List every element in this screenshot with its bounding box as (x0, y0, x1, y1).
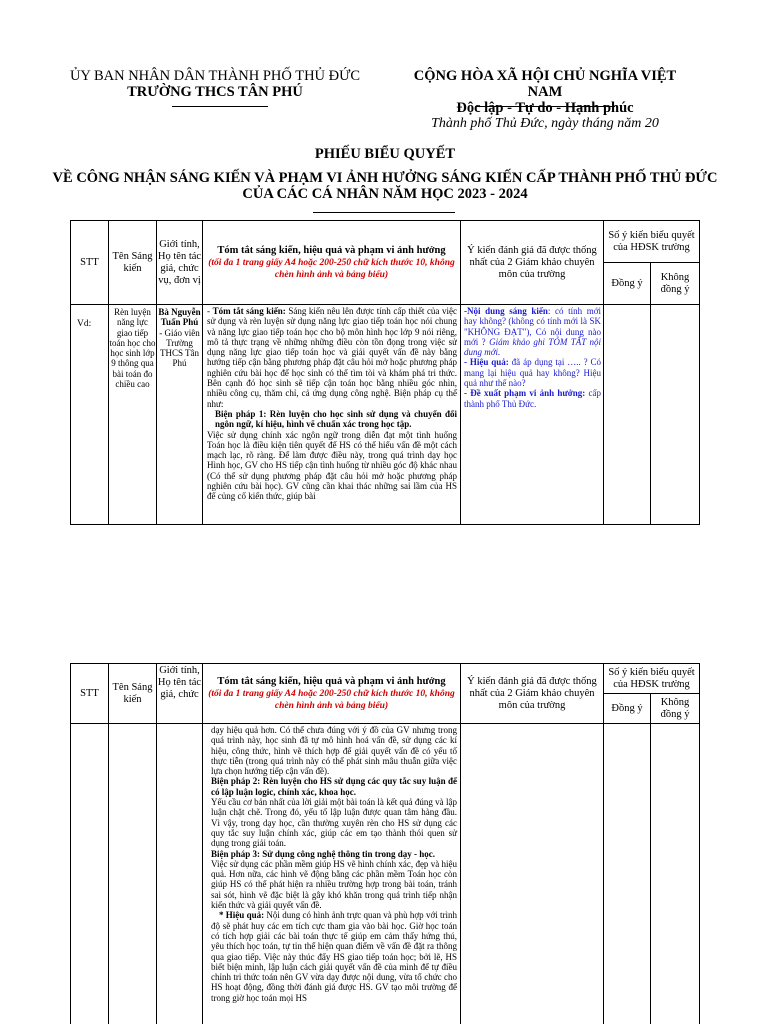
measure-2-title: Biện pháp 2: Rèn luyện cho HS sử dụng các quy tắc suy luận để có lập luận logic, chính xác, khoa học. (211, 776, 457, 797)
eval-content-text: : có tính mới hay không? (không có tính mới là SK "KHÔNG ĐẠT"), Có nội dung nào mới ? (464, 306, 601, 347)
place-date: Thành phố Thủ Đức, ngày tháng năm 20 (431, 116, 659, 131)
eval-scope (464, 388, 601, 409)
row-initiative-name (109, 724, 157, 1024)
header-agree: Đồng ý (604, 694, 651, 724)
header-disagree: Không đồng ý (651, 263, 700, 305)
national-motto: Độc lập - Tự do - Hạnh phúc (456, 100, 634, 116)
row-stt: Vd: (71, 305, 109, 525)
header-author-text: Giới tính, Họ tên tác giả, chức (157, 664, 202, 700)
national-title: CỘNG HÒA XÃ HỘI CHỦ NGHĨA VIỆT NAM (413, 68, 677, 100)
row-initiative-name: Rèn luyện năng lực giao tiếp toán học cho học sinh lớp 9 thông qua bài toán đo chiều cao (109, 305, 157, 525)
summary-text: Sáng kiến nêu lên được tính cấp thiết của việc sử dụng và rèn luyện sử dụng năng lực giao tiếp toán học nói chung và năng lực giao tiếp toán học cho bộ môn hình học lớp 9 nói riêng, mô tả thực trạng về những những điều còn tồn đọng trong việc sử dụng năng lực giao tiếp toán học và giải quyết vấn đề này bằng hướng tiếp cận bằng phương pháp đặt câu hỏi mở hoặc phương pháp nghiên cứu bài học để học sinh có thể tìm tòi và khám phá tri thức. Bên cạnh đó học sinh sẽ tiếp cận toán học bằng nhiều góc nhìn, nhiều công cụ, thăm chỉ, cả ứng dụng công nghệ. Biện pháp cụ thể như: (207, 306, 457, 409)
title-line-3: CỦA CÁC CÁ NHÂN NĂM HỌC 2023 - 2024 (242, 186, 528, 202)
continued-text: dạy hiệu quả hơn. Có thể chưa đúng với ý đồ của GV nhưng trong quá trình này, học sinh đã tự mô hình hoá vấn đề, sử dụng các kí hiệu, công thức, hình vẽ thích hợp để giải quyết vấn đề có yếu tố thực tiễn (trong quá trình này có thể phát sinh mâu thuẫn giữa việc lựa chọn hướng tiếp cận vấn đề). (211, 725, 457, 777)
measure-3-title: Biện pháp 3: Sử dụng công nghệ thông tin trong dạy - học. (211, 848, 436, 859)
eval-content (464, 306, 601, 357)
header-votes: Số ý kiến biểu quyết của HĐSK trường (604, 221, 700, 263)
eval-content-italic: Giám khảo ghi TÓM TẮT nội dung mới. (464, 336, 602, 358)
row-author (157, 305, 203, 525)
eval-effect-label: - Hiệu quả: (464, 357, 509, 368)
title-line-1: PHIẾU BIỂU QUYẾT (314, 146, 456, 162)
vote-table-page-1 (70, 220, 700, 525)
table-row (71, 305, 700, 525)
summary-paragraph: - Tóm tắt sáng kiến: Sáng kiến nêu lên được tính cấp thiết của việc sử dụng và rèn luyện sử dụng năng lực giao tiếp toán học nói chung và năng lực giao tiếp toán học cho bộ môn hình học lớp 9 nói riêng, mô tả thực trạng về những những điều còn tồn đọng trong việc sử dụng năng lực giao tiếp toán học và giải quyết vấn đề này bằng hướng tiếp cận bằng phương pháp đặt câu hỏi mở hoặc phương pháp nghiên cứu bài học để học sinh có thể tìm tòi và khám phá tri thức. Bên cạnh đó học sinh sẽ tiếp cận toán học bằng nhiều góc nhìn, nhiều công cụ, thăm chỉ, cả ứng dụng công nghệ. Biện pháp cụ thể như: (207, 306, 457, 409)
eval-content-label: -Nội dung sáng kiến (464, 306, 548, 316)
header-stt: STT (71, 664, 109, 724)
header-summary (203, 664, 461, 724)
row-evaluation (461, 724, 604, 1024)
measure-1-text: Việc sử dụng chính xác ngôn ngữ trong diễn đạt một tình huống Toán học là điều kiện tiên quyết để HS có thể hiểu vấn đề một cách mạch lạc, rõ ràng. Để làm được điều này, trong quá trình dạy học Hình học, GV cho HS tiếp cận tình huống từ nhiều góc độ khác nhau (Có thể sử dụng phương pháp đặt câu hỏi mở hoặc phương pháp nghiên cứu bài học). GV cũng cần khai thác những sai lầm của HS để củng cố kiến thức, giúp bài (207, 429, 457, 502)
eval-effect (464, 357, 601, 388)
row-disagree-cell (651, 724, 700, 1024)
header-author (157, 664, 203, 724)
author-name: Bà Nguyễn Tuấn Phú (158, 307, 201, 328)
header-evaluation: Ý kiến đánh giá đã được thống nhất của 2 Giám khảo chuyên môn của trường (461, 664, 604, 724)
table-header-row-2 (71, 664, 700, 694)
vote-table-page-2 (70, 663, 700, 1024)
header-initiative-name: Tên Sáng kiến (109, 221, 157, 305)
title-underline (313, 212, 455, 213)
header-summary (203, 221, 461, 305)
header-stt: STT (71, 221, 109, 305)
table-row-continued (71, 724, 700, 1024)
school-name: TRƯỜNG THCS TÂN PHÚ (127, 84, 303, 100)
header-agree: Đồng ý (604, 263, 651, 305)
header-summary-note: (tối đa 1 trang giấy A4 hoặc 200-250 chữ kích thước 10, không chèn hình ảnh và bảng biểu) (208, 257, 455, 280)
table-header-row (71, 221, 700, 263)
summary-label: Tóm tắt sáng kiến: (212, 306, 286, 316)
row-evaluation (461, 305, 604, 525)
author-role: - Giáo viên Trường THCS Tân Phú (159, 327, 200, 369)
row-summary (203, 305, 461, 525)
city-committee-name: ỦY BAN NHÂN DÂN THÀNH PHỐ THỦ ĐỨC (69, 68, 361, 84)
header-summary-label: Tóm tắt sáng kiến, hiệu quả và phạm vi ảnh hưởng (217, 244, 446, 256)
row-agree-cell (604, 724, 651, 1024)
row-summary-continued (203, 724, 461, 1024)
header-disagree: Không đồng ý (651, 694, 700, 724)
effect-label: * Hiệu quả: (219, 910, 265, 921)
header-initiative-name: Tên Sáng kiến (109, 664, 157, 724)
document-title (40, 146, 730, 202)
measure-1-title: Biện pháp 1: Rèn luyện cho học sinh sử dụng và chuyển đổi ngôn ngữ, kí hiệu, hình vẽ chuẩn xác trong học tập. (215, 408, 457, 430)
vote-table-page-2-wrapper (70, 663, 700, 1024)
eval-scope-text: cấp thành phố Thủ Đức. (464, 388, 601, 409)
header-summary-label: Tóm tắt sáng kiến, hiệu quả và phạm vi ảnh hưởng (217, 675, 446, 687)
header-votes: Số ý kiến biểu quyết của HĐSK trường (604, 664, 700, 694)
effect-paragraph (211, 910, 457, 1003)
header-summary-note: (tối đa 1 trang giấy A4 hoặc 200-250 chữ kích thước 10, không chèn hình ảnh và bảng biểu) (208, 688, 455, 711)
header-author: Giới tính, Họ tên tác giả, chức vụ, đơn vị (157, 221, 203, 305)
row-stt (71, 724, 109, 1024)
left-header (60, 68, 370, 100)
measure-3-text: Việc sử dụng các phần mềm giúp HS vẽ hình chính xác, đẹp và hiệu quả. Hơn nữa, các hình vẽ động bằng các phần mềm Toán học còn giúp HS có thể phát hiện ra nhiều trường hợp trong bài toán, tránh sai sót, hình vẽ đặc biệt là gây khó khăn trong quá trình tiếp nhận kiến thức và giải quyết vấn đề. (211, 858, 457, 911)
row-author (157, 724, 203, 1024)
eval-scope-label: - Đề xuất phạm vi ảnh hưởng: (464, 388, 586, 399)
motto-underline (475, 106, 615, 107)
measure-2-text: Yếu cầu cơ bản nhất của lời giải một bài toán là kết quả đúng và lập luận chặt chẽ. Trong đó, yếu tố lập luận được quan tâm hàng đầu. Vì vậy, trong dạy học, cần thường xuyên rèn cho HS sử dụng các quy tắc suy luận chính xác, giúp các em tạo thành thói quen sử dụng trong giải toán. (211, 797, 457, 849)
header-evaluation: Ý kiến đánh giá đã được thống nhất của 2 Giám khảo chuyên môn của trường (461, 221, 604, 305)
row-agree-cell (604, 305, 651, 525)
row-disagree-cell (651, 305, 700, 525)
eval-effect-text: đã áp dụng tại ….. ? Có mang lại hiệu quả hay không? Hiệu quả như thế nào? (464, 357, 602, 389)
school-underline (172, 106, 268, 107)
title-line-2: VỀ CÔNG NHẬN SÁNG KIẾN VÀ PHẠM VI ẢNH HƯỞNG SÁNG KIẾN CẤP THÀNH PHỐ THỦ ĐỨC (52, 170, 718, 186)
effect-text: Nội dung có hình ảnh trực quan và phù hợp với trình độ sẽ phát huy các em tích cực tham gia vào bài học. Giờ học toán có tích hợp giải các bài toán thực tế giúp em cảm thấy hứng thú, yêu thích học toán, tự tin thể hiện quan điểm về vấn đề đặt ra thông qua giao tiếp. Việc này thúc đẩy HS giao tiếp toán học; bởi lẽ, HS biết biện minh, lập luận cách giải quyết vấn đề của mình để tự điều chỉnh tri thức toán nên GV vừa dạy được nội dung, vừa tổ chức cho HS hoạt động, đồng thời đánh giá được HS. GV tạo môi trường để trong giờ học toán mọi HS (211, 910, 457, 1003)
right-header (400, 68, 690, 116)
